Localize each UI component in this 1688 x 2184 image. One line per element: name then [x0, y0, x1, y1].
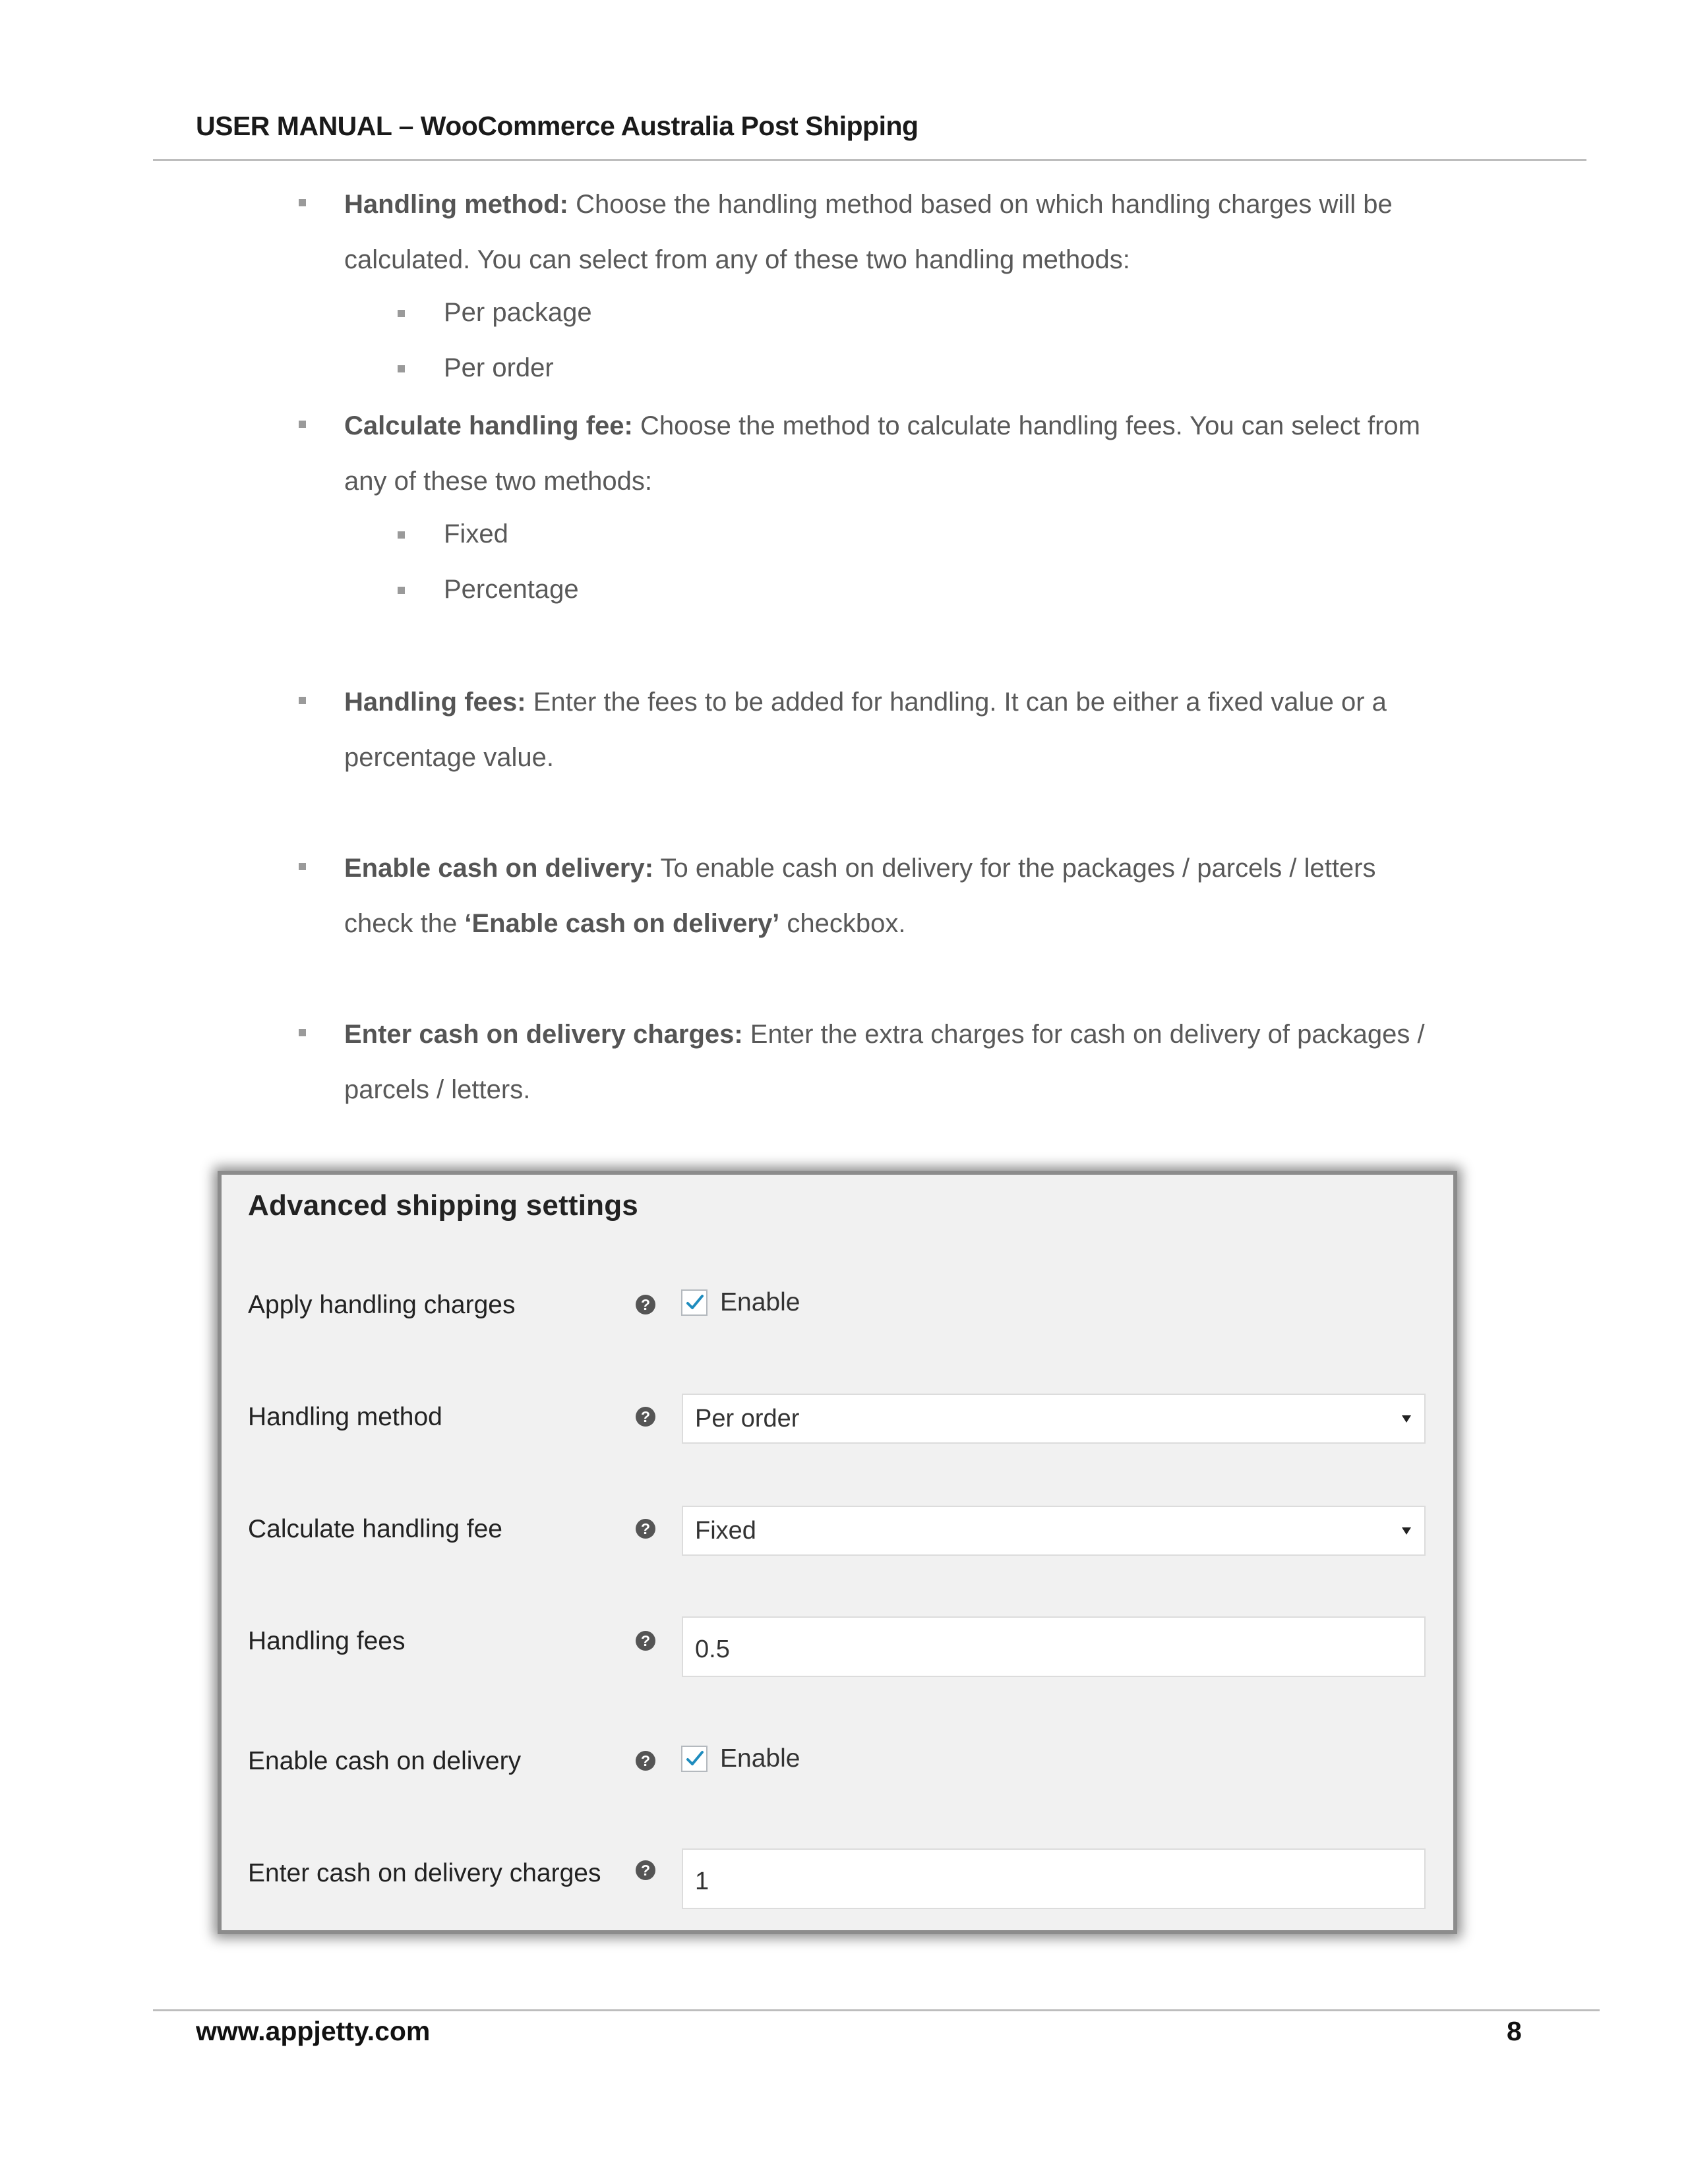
- option-percentage: Percentage: [444, 575, 579, 604]
- bullet-icon: [299, 199, 306, 206]
- apply-handling-charges-enable-label[interactable]: Enable: [720, 1288, 800, 1316]
- enable-cod-line2-bold: ‘Enable cash on delivery’: [464, 909, 780, 938]
- handling-method-selected-value: Per order: [695, 1405, 800, 1432]
- handling-method-line2: calculated. You can select from any of these two handling methods:: [344, 245, 1130, 274]
- enable-cod-line2-pre: check the: [344, 909, 465, 938]
- bullet-icon: [398, 531, 405, 539]
- apply-handling-charges-checkbox[interactable]: [681, 1289, 708, 1316]
- bullet-icon: [299, 1029, 306, 1036]
- page-number: 8: [1507, 2016, 1522, 2046]
- calc-handling-fee-paragraph: [344, 398, 1420, 454]
- apply-handling-charges-label: Apply handling charges: [248, 1291, 516, 1319]
- enable-cod-term: Enable cash on delivery:: [344, 854, 654, 883]
- panel-title: Advanced shipping settings: [248, 1189, 638, 1222]
- bullet-icon: [398, 587, 405, 594]
- calculate-handling-fee-select[interactable]: [682, 1506, 1426, 1556]
- calc-handling-fee-text: Choose the method to calculate handling fees. You can select from: [632, 411, 1420, 440]
- cod-charges-input[interactable]: [682, 1848, 1426, 1909]
- calc-handling-fee-line2: any of these two methods:: [344, 467, 652, 496]
- checkmark-icon: [684, 1292, 706, 1313]
- calculate-handling-fee-label: Calculate handling fee: [248, 1515, 502, 1543]
- enable-cod-line2-post: checkbox.: [779, 909, 906, 938]
- help-icon[interactable]: ?: [636, 1295, 655, 1314]
- handling-fees-text: Enter the fees to be added for handling. It can be either a fixed value or a: [526, 688, 1387, 717]
- option-fixed: Fixed: [444, 519, 508, 548]
- handling-method-select[interactable]: [682, 1394, 1426, 1444]
- handling-fees-label: Handling fees: [248, 1627, 406, 1655]
- cod-charges-value: 1: [695, 1868, 709, 1895]
- help-icon[interactable]: ?: [636, 1751, 655, 1771]
- advanced-shipping-settings-panel: [218, 1171, 1457, 1934]
- footer-url: www.appjetty.com: [196, 2016, 431, 2046]
- enable-cod-text: To enable cash on delivery for the packages / parcels / letters: [653, 854, 1376, 883]
- chevron-down-icon: [1402, 1527, 1411, 1535]
- option-per-package: Per package: [444, 298, 592, 327]
- handling-fees-input[interactable]: [682, 1616, 1426, 1677]
- bullet-icon: [398, 310, 405, 317]
- bullet-icon: [398, 365, 405, 372]
- cod-charges-label: Enter cash on delivery charges: [248, 1859, 601, 1887]
- footer-divider: [153, 2009, 1600, 2011]
- handling-fees-line2: percentage value.: [344, 743, 555, 772]
- bullet-icon: [299, 421, 306, 428]
- cod-charges-line2: parcels / letters.: [344, 1075, 531, 1104]
- handling-method-term: Handling method:: [344, 190, 568, 219]
- bullet-icon: [299, 697, 306, 704]
- help-icon[interactable]: ?: [636, 1407, 655, 1427]
- handling-fees-paragraph: [344, 674, 1387, 730]
- bullet-icon: [299, 863, 306, 870]
- handling-method-text: Choose the handling method based on which handling charges will be: [568, 190, 1393, 219]
- help-icon[interactable]: ?: [636, 1519, 655, 1539]
- handling-fees-value: 0.5: [695, 1636, 730, 1663]
- option-per-order: Per order: [444, 353, 554, 382]
- calculate-handling-fee-selected-value: Fixed: [695, 1517, 756, 1545]
- handling-fees-term: Handling fees:: [344, 688, 526, 717]
- handling-method-label: Handling method: [248, 1403, 442, 1431]
- enable-cod-label: Enable cash on delivery: [248, 1747, 522, 1775]
- cod-charges-term: Enter cash on delivery charges:: [344, 1020, 743, 1049]
- enable-cod-paragraph: [344, 841, 1376, 896]
- enable-cod-enable-label[interactable]: Enable: [720, 1744, 800, 1773]
- help-icon[interactable]: ?: [636, 1860, 655, 1880]
- chevron-down-icon: [1402, 1415, 1411, 1423]
- enable-cod-line2: [344, 896, 906, 951]
- checkmark-icon: [684, 1748, 706, 1769]
- help-icon[interactable]: ?: [636, 1631, 655, 1651]
- handling-method-paragraph: [344, 177, 1393, 232]
- document-header-title: USER MANUAL – WooCommerce Australia Post Shipping: [196, 111, 919, 141]
- cod-charges-paragraph: [344, 1007, 1425, 1062]
- cod-charges-text: Enter the extra charges for cash on delivery of packages /: [742, 1020, 1425, 1049]
- enable-cod-checkbox[interactable]: [681, 1746, 708, 1772]
- header-divider: [153, 159, 1586, 161]
- calc-handling-fee-term: Calculate handling fee:: [344, 411, 633, 440]
